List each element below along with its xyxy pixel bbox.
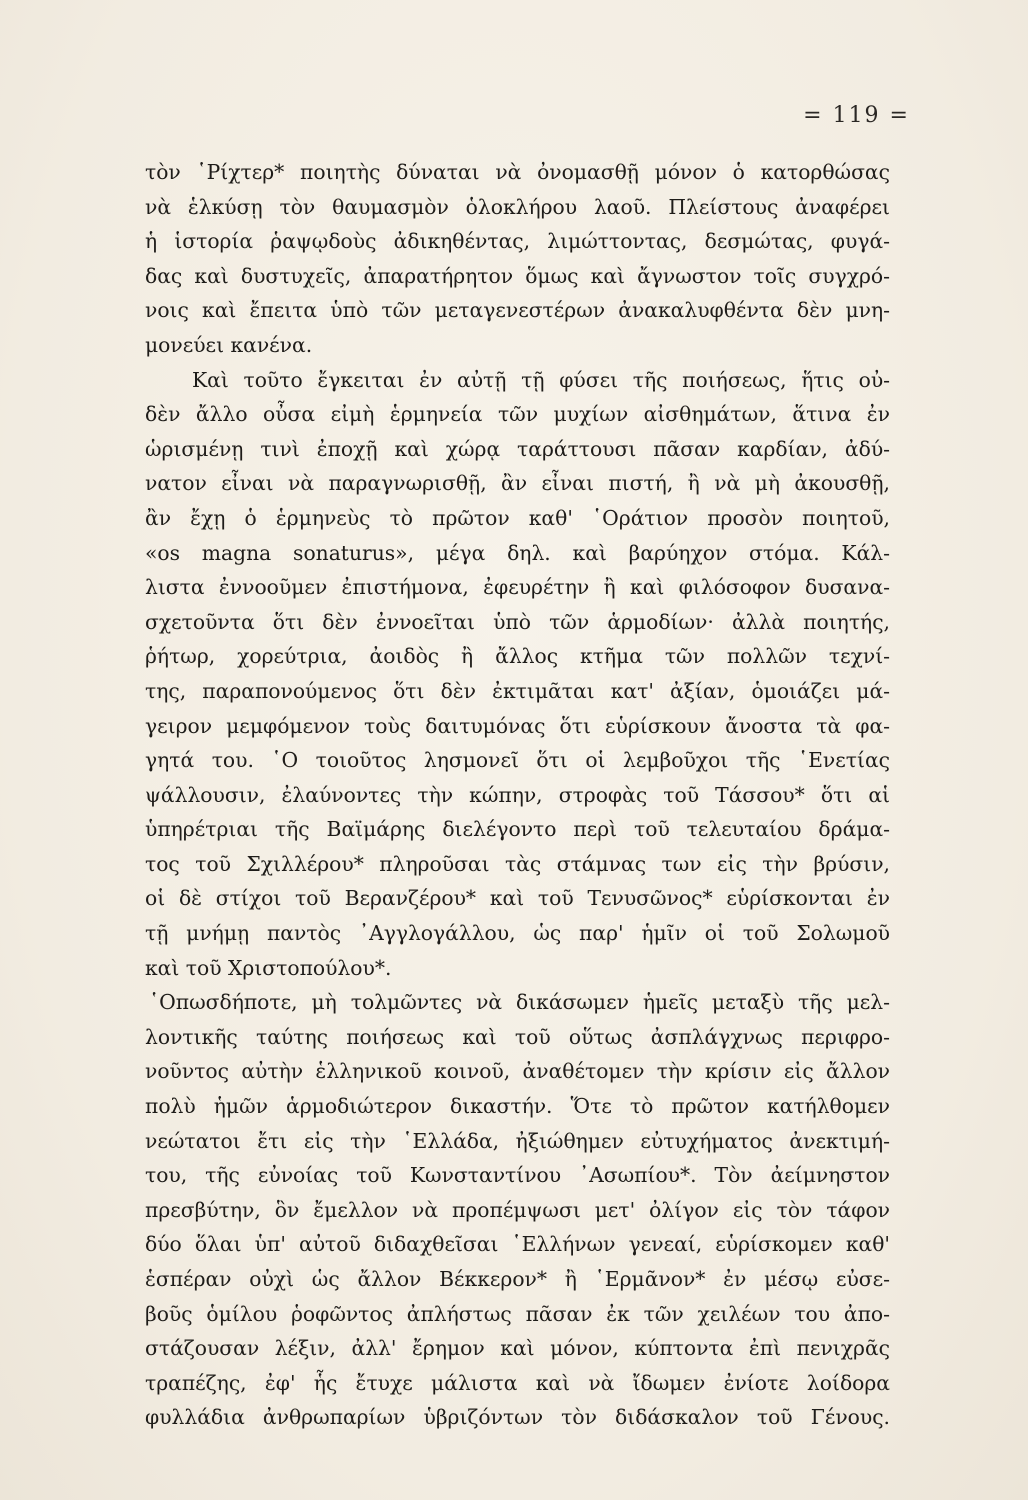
paragraph-2 bbox=[145, 363, 890, 986]
text-line: λοντικῆς ταύτης ποιήσεως καὶ τοῦ οὕτως ἀσπλάγχνως περιφρο- bbox=[145, 1024, 890, 1049]
text-line: του, τῆς εὐνοίας τοῦ Κωνσταντίνου ᾿Ασωπίου*. Τὸν ἀείμνηστον bbox=[145, 1163, 890, 1188]
text-line: τὸν ῾Ρίχτερ* ποιητὴς δύναται νὰ ὀνομασθῇ μόνον ὁ κατορθώσας bbox=[145, 160, 890, 184]
text-line: ψάλλουσιν, ἐλαύνοντες τὴν κώπην, στροφὰς τοῦ Τάσσου* ὅτι αἱ bbox=[145, 782, 890, 807]
text-line: οἱ δὲ στίχοι τοῦ Βερανζέρου* καὶ τοῦ Τενυσῶνος* εὑρίσκονται ἐν bbox=[145, 886, 890, 911]
text-line: σχετοῦντα ὅτι δὲν ἐννοεῖται ὑπὸ τῶν ἁρμοδίων· ἀλλὰ ποιητής, bbox=[145, 609, 890, 634]
text-line: ῥήτωρ, χορεύτρια, ἀοιδὸς ἢ ἄλλος κτῆμα τῶν πολλῶν τεχνί- bbox=[145, 644, 890, 669]
text-line: στάζουσαν λέξιν, ἀλλ' ἔρημον καὶ μόνον, κύπτοντα ἐπὶ πενιχρᾶς bbox=[145, 1336, 890, 1361]
text-line: φυλλάδια ἀνθρωπαρίων ὑβριζόντων τὸν διδάσκαλον τοῦ Γένους. bbox=[145, 1405, 890, 1430]
body-text bbox=[145, 155, 890, 1435]
text-line: νοῦντος αὐτὴν ἑλληνικοῦ κοινοῦ, ἀναθέτομεν τὴν κρίσιν εἰς ἄλλον bbox=[145, 1059, 890, 1084]
text-line: πολὺ ἡμῶν ἁρμοδιώτερον δικαστήν. Ὅτε τὸ πρῶτον κατήλθομεν bbox=[145, 1094, 890, 1119]
text-line: ῾Οπωσδήποτε, μὴ τολμῶντες νὰ δικάσωμεν ἡμεῖς μεταξὺ τῆς μελ- bbox=[149, 990, 890, 1015]
text-line: τῇ μνήμῃ παντὸς ᾿Αγγλογάλλου, ὡς παρ' ἡμῖν οἱ τοῦ Σολωμοῦ bbox=[145, 921, 890, 946]
text-line: τραπέζης, ἐφ' ἧς ἔτυχε μάλιστα καὶ νὰ ἴδωμεν ἐνίοτε λοίδορα bbox=[145, 1370, 890, 1395]
text-line: νοις καὶ ἔπειτα ὑπὸ τῶν μεταγενεστέρων ἀνακαλυφθέντα δὲν μνη- bbox=[145, 298, 890, 323]
text-line: «os magna sonaturus», μέγα δηλ. καὶ βαρύηχον στόμα. Κάλ- bbox=[145, 540, 890, 565]
paragraph-1 bbox=[145, 155, 890, 363]
text-line: λιστα ἐννοοῦμεν ἐπιστήμονα, ἐφευρέτην ἢ καὶ φιλόσοφον δυσανα- bbox=[145, 575, 890, 600]
text-line: νεώτατοι ἔτι εἰς τὴν ῾Ελλάδα, ἠξιώθημεν εὐτυχήματος ἀνεκτιμή- bbox=[145, 1128, 890, 1153]
text-line: βοῦς ὁμίλου ῥοφῶντος ἀπλήστως πᾶσαν ἐκ τῶν χειλέων του ἀπο- bbox=[145, 1301, 890, 1326]
text-line: νατον εἶναι νὰ παραγνωρισθῇ, ἂν εἶναι πιστή, ἢ νὰ μὴ ἀκουσθῇ, bbox=[145, 471, 890, 496]
text-line: νὰ ἑλκύσῃ τὸν θαυμασμὸν ὁλοκλήρου λαοῦ. Πλείστους ἀναφέρει bbox=[145, 194, 890, 219]
text-line: ἑσπέραν οὐχὶ ὡς ἄλλον Βέκκερον* ἢ ῾Ερμᾶνον* ἐν μέσῳ εὐσε- bbox=[145, 1267, 890, 1291]
text-line: γητά του. ῾Ο τοιοῦτος λησμονεῖ ὅτι οἱ λεμβοῦχοι τῆς ῾Ενετίας bbox=[145, 748, 890, 773]
paragraph-3 bbox=[145, 985, 890, 1435]
text-line: γειρον μεμφόμενον τοὺς δαιτυμόνας ὅτι εὑρίσκουν ἄνοστα τὰ φα- bbox=[145, 713, 890, 738]
page-number: = 119 = bbox=[803, 103, 910, 128]
text-line: ἡ ἱστορία ῥαψῳδοὺς ἀδικηθέντας, λιμώττοντας, δεσμώτας, φυγά- bbox=[145, 229, 890, 254]
text-line: ὡρισμένῃ τινὶ ἐποχῇ καὶ χώρᾳ ταράττουσι πᾶσαν καρδίαν, ἀδύ- bbox=[145, 436, 890, 461]
text-line: της, παραπονούμενος ὅτι δὲν ἐκτιμᾶται κατ' ἀξίαν, ὁμοιάζει μά- bbox=[145, 678, 890, 703]
text-line: ὑπηρέτριαι τῆς Βαϊμάρης διελέγοντο περὶ τοῦ τελευταίου δράμα- bbox=[145, 817, 890, 842]
text-line: καὶ τοῦ Χριστοπούλου*. bbox=[145, 955, 392, 980]
text-line: τος τοῦ Σχιλλέρου* πληροῦσαι τὰς στάμνας των εἰς τὴν βρύσιν, bbox=[145, 851, 890, 876]
text-line: μονεύει κανένα. bbox=[145, 332, 313, 357]
text-line: δας καὶ δυστυχεῖς, ἀπαρατήρητον ὅμως καὶ ἄγνωστον τοῖς συγχρό- bbox=[145, 263, 890, 288]
text-line: πρεσβύτην, ὃν ἔμελλον νὰ προπέμψωσι μετ' ὀλίγον εἰς τὸν τάφον bbox=[145, 1197, 890, 1222]
text-line: Καὶ τοῦτο ἔγκειται ἐν αὐτῇ τῇ φύσει τῆς ποιήσεως, ἥτις οὐ- bbox=[192, 367, 890, 392]
text-line: δὲν ἄλλο οὖσα εἰμὴ ἑρμηνεία τῶν μυχίων αἰσθημάτων, ἅτινα ἐν bbox=[145, 402, 890, 427]
text-line: δύο ὅλαι ὑπ' αὐτοῦ διδαχθεῖσαι ῾Ελλήνων γενεαί, εὑρίσκομεν καθ' bbox=[145, 1232, 890, 1257]
text-line: ἂν ἔχῃ ὁ ἑρμηνεὺς τὸ πρῶτον καθ' ῾Οράτιον προσὸν ποιητοῦ, bbox=[145, 505, 890, 530]
